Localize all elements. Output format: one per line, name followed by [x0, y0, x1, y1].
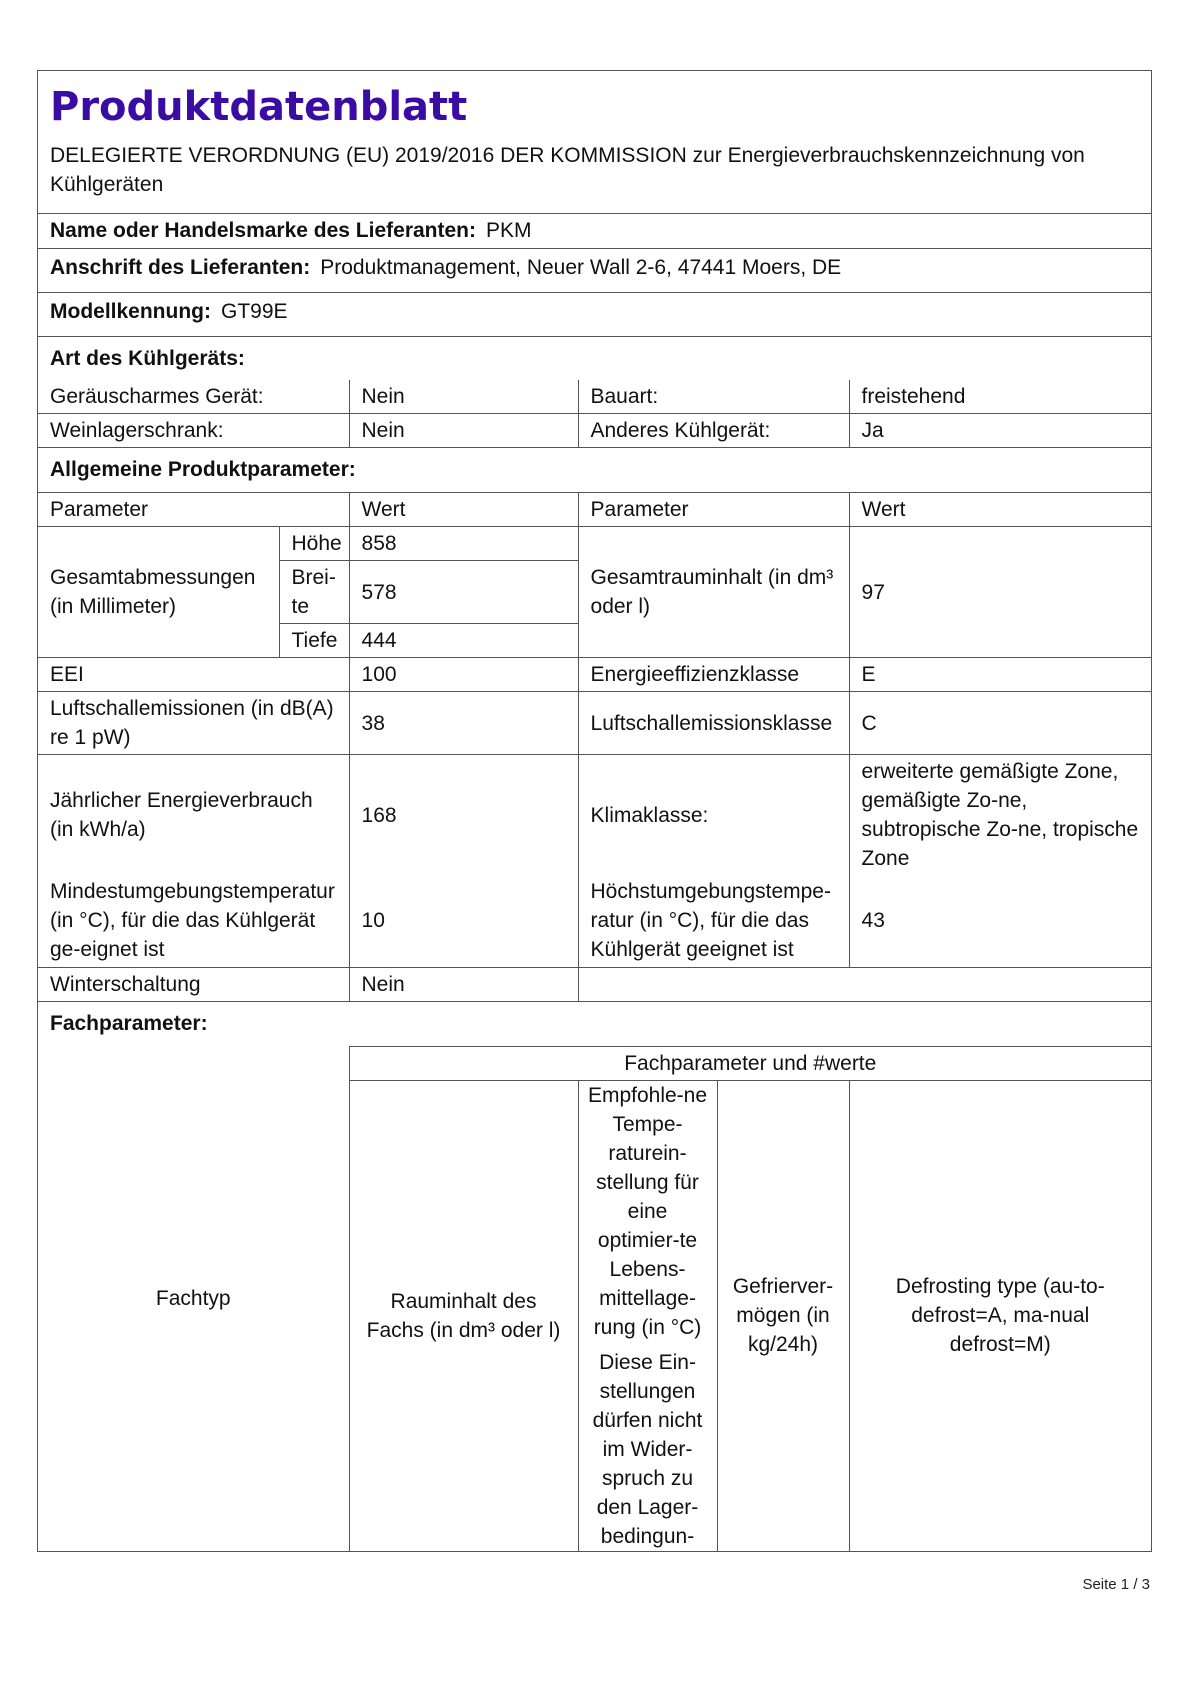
depth-label: Tiefe: [279, 624, 349, 658]
compartment-table: [38, 1046, 1151, 1551]
compartment-heading: Fachparameter:: [50, 1011, 208, 1035]
regulation-subtitle: DELEGIERTE VERORDNUNG (EU) 2019/2016 DER KOMMISSION zur Energieverbrauchskennzeichnung von Kühlgeräten: [50, 144, 1085, 196]
defrost-type-header: Defrosting type (au-to-defrost=A, ma-nual defrost=M): [849, 1080, 1151, 1551]
model-label: Modellkennung:: [50, 300, 211, 323]
label-cell: Bauart:: [578, 380, 849, 414]
climate-class-value: erweiterte gemäßigte Zone, gemäßigte Zo-ne, subtropische Zo-ne, tropische Zone: [849, 755, 1151, 876]
energy-class-label: Energieeffizienzklasse: [578, 658, 849, 692]
supplier-row: [38, 213, 1151, 248]
eei-value: 100: [349, 658, 578, 692]
width-value: 578: [349, 561, 578, 624]
table-row: [38, 414, 1151, 448]
noise-value: 38: [349, 692, 578, 755]
general-table: [38, 492, 1151, 1002]
column-header: Parameter: [578, 493, 849, 527]
compartment-volume-header: Rauminhalt des Fachs (in dm³ oder l): [349, 1080, 578, 1551]
width-label: Brei-te: [279, 561, 349, 624]
column-header: Parameter: [38, 493, 349, 527]
column-header: Wert: [849, 493, 1151, 527]
energy-consumption-value: 168: [349, 755, 578, 876]
empty-cell: [578, 967, 1151, 1001]
supplier-value: PKM: [486, 219, 532, 242]
volume-label: Gesamtrauminhalt (in dm³ oder l): [578, 527, 849, 658]
table-header-row: [38, 1046, 1151, 1080]
label-cell: Geräuscharmes Gerät:: [38, 380, 349, 414]
device-type-table: [38, 380, 1151, 448]
max-temp-value: 43: [849, 875, 1151, 967]
table-row: [38, 380, 1151, 414]
value-cell: freistehend: [849, 380, 1151, 414]
table-row: [38, 967, 1151, 1001]
compartment-temp-header: [578, 1080, 717, 1551]
min-temp-label: Mindestumgebungstemperatur (in °C), für die das Kühlgerät ge-eignet ist: [38, 875, 349, 967]
eei-label: EEI: [38, 658, 349, 692]
value-cell: Nein: [349, 380, 578, 414]
max-temp-label: Höchstumgebungstempe-ratur (in °C), für die das Kühlgerät geeignet ist: [578, 875, 849, 967]
address-row: [38, 248, 1151, 292]
address-value: Produktmanagement, Neuer Wall 2-6, 47441 Moers, DE: [320, 256, 842, 279]
table-row: [38, 875, 1151, 967]
climate-class-label: Klimaklasse:: [578, 755, 849, 876]
temp-header-note: Diese Ein-stellungen dürfen nicht im Wider-spruch zu den Lager-bedingun-: [592, 1350, 703, 1548]
address-label: Anschrift des Lieferanten:: [50, 256, 311, 279]
table-row: [38, 692, 1151, 755]
volume-value: 97: [849, 527, 1151, 658]
dimensions-label: Gesamtabmessungen (in Millimeter): [38, 527, 279, 658]
datasheet: [37, 70, 1152, 1552]
winter-label: Winterschaltung: [38, 967, 349, 1001]
depth-value: 444: [349, 624, 578, 658]
model-value: GT99E: [221, 300, 288, 323]
value-cell: Ja: [849, 414, 1151, 448]
energy-consumption-label: Jährlicher Energieverbrauch (in kWh/a): [38, 755, 349, 876]
page-title: Produktdatenblatt: [50, 84, 468, 130]
min-temp-value: 10: [349, 875, 578, 967]
value-cell: Nein: [349, 414, 578, 448]
height-label: Höhe: [279, 527, 349, 561]
compartment-type-header: Fachtyp: [38, 1046, 349, 1551]
device-type-heading: Art des Kühlgeräts:: [38, 336, 1151, 380]
table-row: [38, 755, 1151, 876]
label-cell: Anderes Kühlgerät:: [578, 414, 849, 448]
noise-label: Luftschallemissionen (in dB(A) re 1 pW): [38, 692, 349, 755]
model-row: [38, 292, 1151, 336]
label-cell: Weinlagerschrank:: [38, 414, 349, 448]
compartment-group-header: Fachparameter und #werte: [349, 1046, 1151, 1080]
energy-class-value: E: [849, 658, 1151, 692]
height-value: 858: [349, 527, 578, 561]
page-number: Seite 1 / 3: [1082, 1576, 1150, 1593]
general-heading: Allgemeine Produktparameter:: [50, 458, 356, 481]
column-header: Wert: [349, 493, 578, 527]
winter-value: Nein: [349, 967, 578, 1001]
table-header-row: [38, 493, 1151, 527]
table-row: [38, 658, 1151, 692]
noise-class-label: Luftschallemissionsklasse: [578, 692, 849, 755]
supplier-label: Name oder Handelsmarke des Lieferanten:: [50, 219, 476, 242]
temp-header-text: Empfohle-ne Tempe-raturein-stellung für eine optimier-te Lebens-mittellage-rung (in °C): [587, 1083, 708, 1339]
freeze-capacity-header: Gefrierver-mögen (in kg/24h): [717, 1080, 849, 1551]
noise-class-value: C: [849, 692, 1151, 755]
table-row: [38, 527, 1151, 561]
